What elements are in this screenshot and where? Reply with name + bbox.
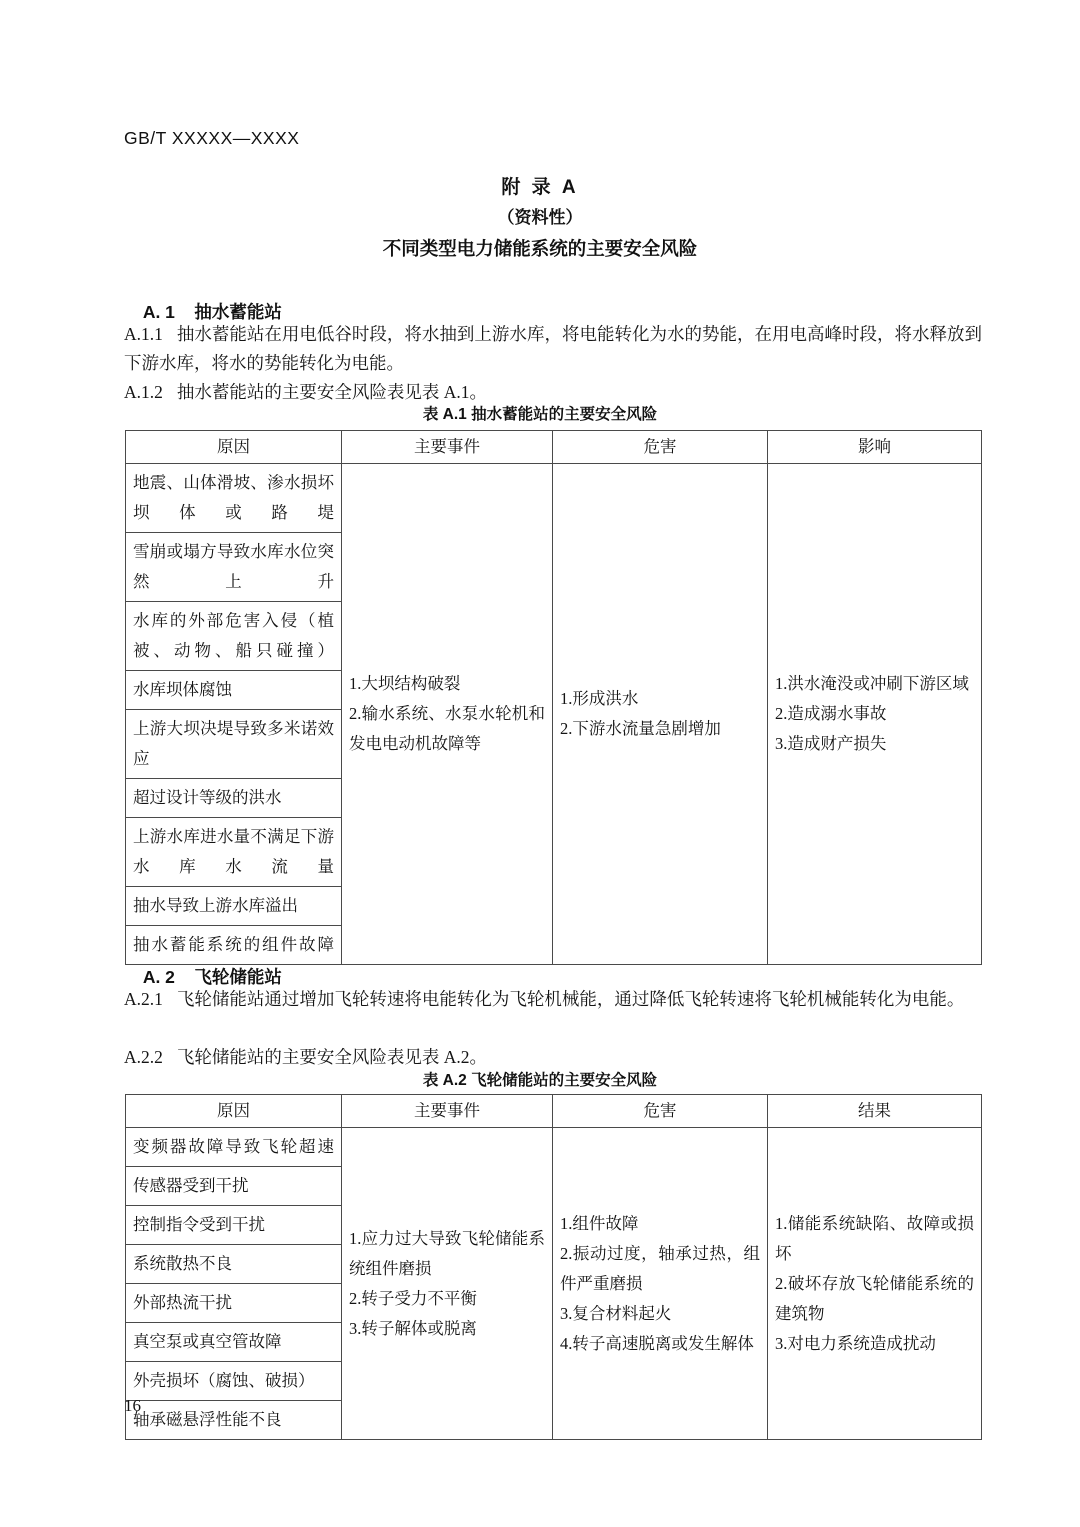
table-a2 <box>125 1094 982 1440</box>
table-a2-hazards <box>553 1128 768 1440</box>
table-a1-impact-line-3: 3.造成财产损失 <box>775 734 887 753</box>
section-title-a2: 飞轮储能站 <box>194 967 282 987</box>
table-a2-result-line-2: 2.破坏存放飞轮储能系统的建筑物 <box>775 1273 974 1323</box>
table-a2-header-main-event: 主要事件 <box>342 1095 553 1128</box>
table-a2-hazard-line-3: 3.复合材料起火 <box>560 1303 672 1323</box>
table-a1-hazard-line-1: 1.形成洪水 <box>560 689 639 708</box>
table-a2-main-event-line-1: 1.应力过大导致飞轮储能系统组件磨损 <box>349 1228 545 1278</box>
table-a1-hazards <box>553 464 768 965</box>
page-number: 16 <box>124 1396 141 1415</box>
table-a1-main-event-line-2: 2.输水系统、水泵水轮机和发电电动机故障等 <box>349 704 545 753</box>
annex-heading: 不同类型电力储能系统的主要安全风险 <box>382 238 698 259</box>
table-row <box>126 464 982 533</box>
standard-code-header: GB/T XXXXX—XXXX <box>124 128 300 148</box>
paragraph-label-a22: A.2.2 <box>124 1047 163 1067</box>
table-a1-cause-7: 上游水库进水量不满足下游水库水流量 <box>126 818 342 887</box>
table-a2-header-row <box>126 1095 982 1128</box>
table-a2-results <box>768 1128 982 1440</box>
table-caption-a1: 表 A.1 抽水蓄能站的主要安全风险 <box>422 406 658 423</box>
table-a2-header-cause: 原因 <box>126 1095 342 1128</box>
table-a1-impact-line-1: 1.洪水淹没或冲刷下游区域 <box>775 674 969 693</box>
table-a2-cause-1: 变频器故障导致飞轮超速 <box>126 1128 342 1167</box>
table-a2-cause-3: 控制指令受到干扰 <box>126 1206 342 1245</box>
table-caption-a2: 表 A.2 飞轮储能站的主要安全风险 <box>422 1072 658 1089</box>
table-a2-main-event-line-3: 3.转子解体或脱离 <box>349 1318 477 1338</box>
table-a1 <box>125 430 982 965</box>
table-a1-impacts <box>768 464 982 965</box>
table-a2-main-events <box>342 1128 553 1440</box>
paragraph-text-a22: 飞轮储能站的主要安全风险表见表 A.2。 <box>176 1047 488 1067</box>
paragraph-a11 <box>124 320 982 378</box>
paragraph-text-a11: 抽水蓄能站在用电低谷时段，将水抽到上游水库，将电能转化为水的势能，在用电高峰时段，将水释放到下游水库，将水的势能转化为电能。 <box>124 324 982 373</box>
paragraph-text-a21: 飞轮储能站通过增加飞轮转速将电能转化为飞轮机械能，通过降低飞轮转速将飞轮机械能转化为电能。 <box>176 989 965 1009</box>
table-a2-result-line-1: 1.储能系统缺陷、故障或损坏 <box>775 1213 974 1263</box>
table-a1-header-cause: 原因 <box>126 431 342 464</box>
table-a2-hazard-line-4: 4.转子高速脱离或发生解体 <box>560 1333 754 1353</box>
table-a1-cause-6: 超过设计等级的洪水 <box>126 779 342 818</box>
table-a1-cause-2: 雪崩或塌方导致水库水位突然上升 <box>126 533 342 602</box>
annex-title: 附 录 A <box>501 177 579 198</box>
table-row <box>126 1128 982 1167</box>
table-a1-header-impact: 影响 <box>768 431 982 464</box>
table-a1-main-events <box>342 464 553 965</box>
table-a2-cause-4: 系统散热不良 <box>126 1245 342 1284</box>
table-a1-cause-8: 抽水导致上游水库溢出 <box>126 887 342 926</box>
table-a2-cause-6: 真空泵或真空管故障 <box>126 1323 342 1362</box>
section-number-a2: A. 2 <box>142 967 175 987</box>
table-a2-header-result: 结果 <box>768 1095 982 1128</box>
table-a2-header-hazard: 危害 <box>553 1095 768 1128</box>
paragraph-a21 <box>124 985 982 1014</box>
table-a1-header-main-event: 主要事件 <box>342 431 553 464</box>
table-a1-cause-3: 水库的外部危害入侵（植被、动物、船只碰撞） <box>126 602 342 671</box>
annex-type-label: （资料性） <box>497 208 583 227</box>
table-a1-cause-9: 抽水蓄能系统的组件故障 <box>126 926 342 965</box>
paragraph-label-a12: A.1.2 <box>124 382 163 402</box>
table-a2-cause-7: 外壳损坏（腐蚀、破损） <box>126 1362 342 1401</box>
table-a1-impact-line-2: 2.造成溺水事故 <box>775 704 887 723</box>
section-title-a1: 抽水蓄能站 <box>194 302 282 322</box>
paragraph-text-a12: 抽水蓄能站的主要安全风险表见表 A.1。 <box>176 382 488 402</box>
paragraph-label-a11: A.1.1 <box>124 324 163 344</box>
table-a2-cause-5: 外部热流干扰 <box>126 1284 342 1323</box>
table-a2-result-line-3: 3.对电力系统造成扰动 <box>775 1333 936 1353</box>
table-a2-cause-2: 传感器受到干扰 <box>126 1167 342 1206</box>
table-a2-main-event-line-2: 2.转子受力不平衡 <box>349 1288 477 1308</box>
table-a2-cause-8: 轴承磁悬浮性能不良 <box>126 1401 342 1440</box>
table-a2-hazard-line-2: 2.振动过度，轴承过热，组件严重磨损 <box>560 1243 760 1293</box>
table-a1-hazard-line-2: 2.下游水流量急剧增加 <box>560 719 721 738</box>
table-a1-cause-1: 地震、山体滑坡、渗水损坏坝体或路堤 <box>126 464 342 533</box>
table-a1-cause-5: 上游大坝决堤导致多米诺效应 <box>126 710 342 779</box>
table-a1-header-hazard: 危害 <box>553 431 768 464</box>
table-a1-main-event-line-1: 1.大坝结构破裂 <box>349 674 461 693</box>
paragraph-label-a21: A.2.1 <box>124 989 163 1009</box>
section-number-a1: A. 1 <box>142 302 175 322</box>
table-a1-cause-4: 水库坝体腐蚀 <box>126 671 342 710</box>
table-a2-hazard-line-1: 1.组件故障 <box>560 1213 639 1233</box>
table-a1-header-row <box>126 431 982 464</box>
